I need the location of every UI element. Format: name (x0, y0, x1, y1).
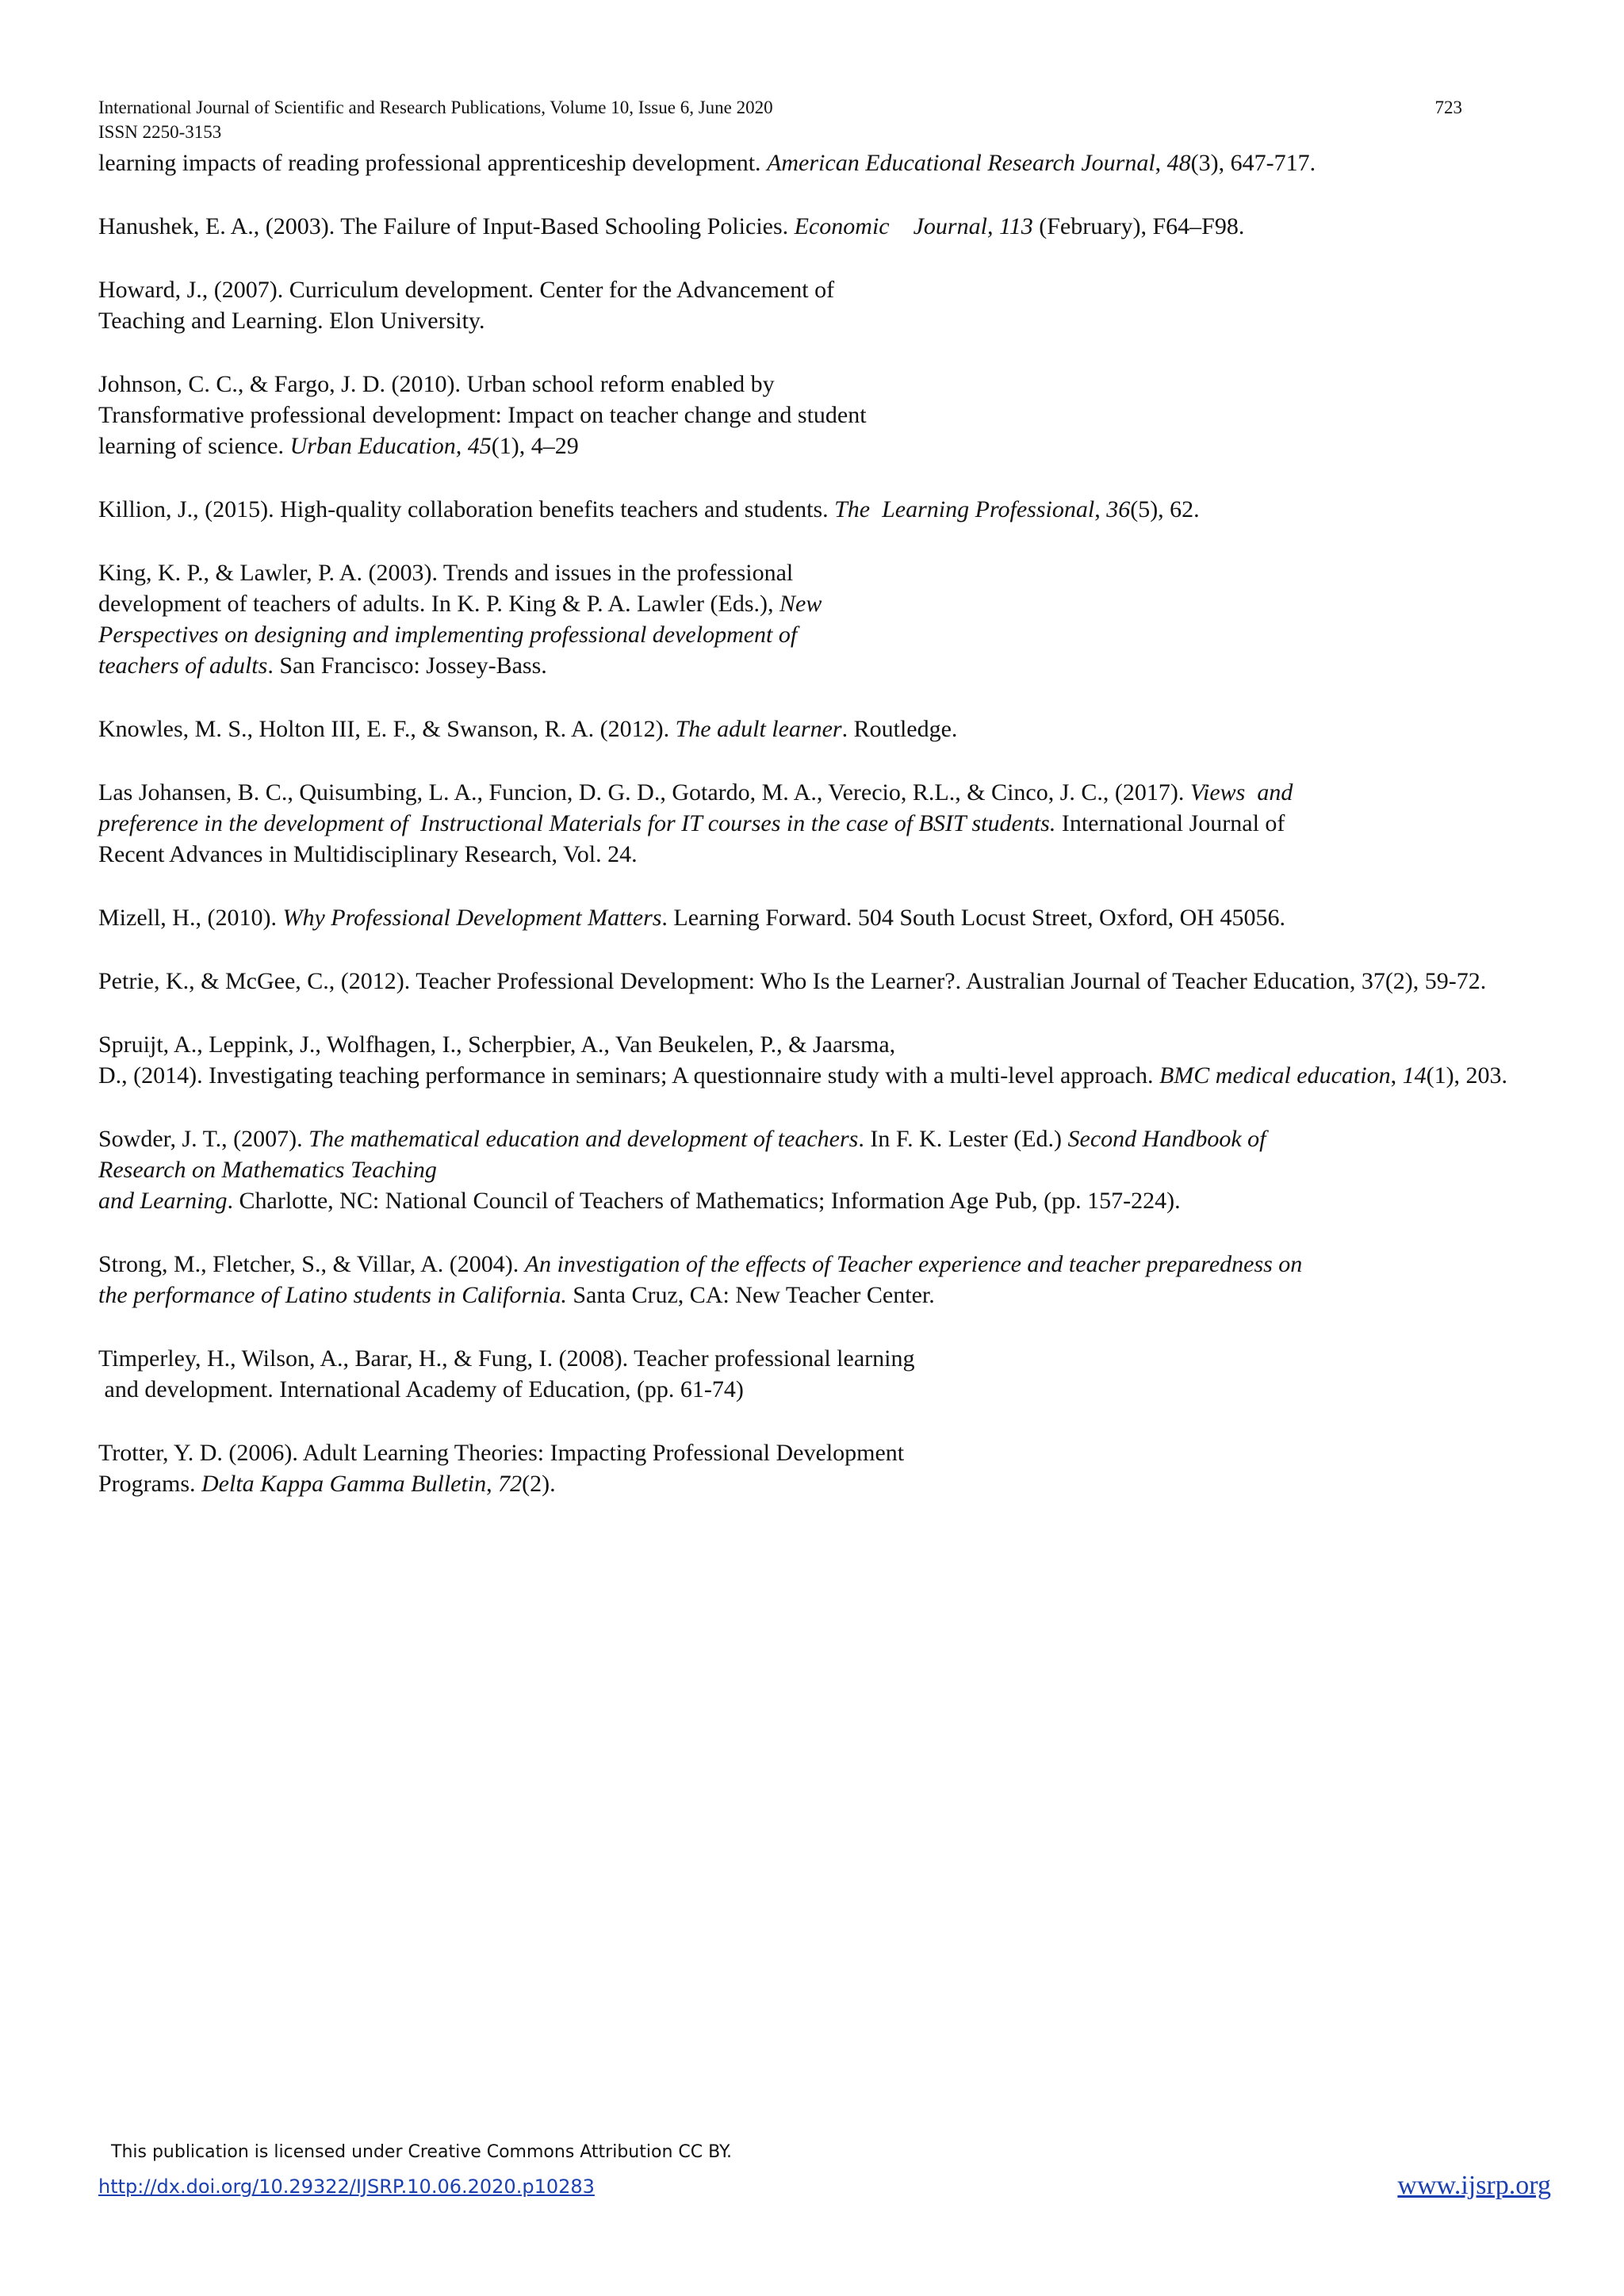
reference-text: (5), 62. (1130, 496, 1200, 522)
doi-link[interactable]: http://dx.doi.org/10.29322/IJSRP.10.06.2020.p10283 (98, 2175, 595, 2198)
reference-entry (98, 966, 1526, 997)
reference-entry (98, 1123, 1526, 1216)
reference-line (98, 557, 1526, 588)
reference-text: (2), 59-72. (1385, 968, 1487, 994)
reference-italic-text: 14 (1402, 1062, 1427, 1089)
reference-text: (3), 647-717. (1190, 150, 1316, 176)
reference-line (98, 1343, 1526, 1374)
reference-italic-text: Australian Journal of Teacher Education (965, 968, 1350, 994)
reference-text: , (1349, 968, 1362, 994)
reference-line (98, 1029, 1526, 1060)
reference-text: Strong, M., Fletcher, S., & Villar, A. (2004). (98, 1251, 525, 1277)
reference-text: Santa Cruz, CA: New Teacher Center. (566, 1282, 935, 1308)
reference-text: Transformative professional development: Impact on teacher change and student (98, 402, 867, 428)
reference-text: (1), 203. (1426, 1062, 1508, 1089)
reference-text: (February), F64–F98. (1032, 213, 1245, 239)
reference-italic-text: Research on Mathematics Teaching (98, 1157, 437, 1183)
reference-italic-text: An investigation of the effects of Teacher experience and teacher preparedness on (524, 1251, 1303, 1277)
reference-text: Sowder, J. T., (2007). (98, 1126, 309, 1152)
reference-entry (98, 557, 1526, 681)
reference-text: Mizell, H., (2010). (98, 905, 283, 931)
reference-text: Las Johansen, B. C., Quisumbing, L. A., Funcion, D. G. D., Gotardo, M. A., Verecio, R.L., & Cinco, J. C., (2017). (98, 779, 1190, 806)
reference-italic-text: Perspectives on designing and implementing professional development of (98, 622, 798, 648)
reference-line (98, 619, 1526, 650)
reference-text: . San Francisco: Jossey-Bass. (267, 652, 547, 679)
reference-line (98, 1374, 1526, 1405)
reference-text: development of teachers of adults. In K. P. King & P. A. Lawler (Eds.), (98, 591, 779, 617)
reference-italic-text: teachers of adults (98, 652, 268, 679)
reference-line (98, 494, 1526, 525)
reference-italic-text: the performance of Latino students in California. (98, 1282, 567, 1308)
reference-entry (98, 274, 1526, 336)
website-link[interactable]: www.ijsrp.org (1397, 2171, 1551, 2200)
reference-line (98, 588, 1526, 619)
reference-entry (98, 902, 1526, 933)
reference-line (98, 1468, 1526, 1499)
reference-line (98, 1060, 1526, 1091)
reference-list (98, 147, 1526, 1532)
reference-text: King, K. P., & Lawler, P. A. (2003). Trends and issues in the professional (98, 560, 794, 586)
reference-entry (98, 777, 1526, 870)
reference-italic-text: Why Professional Development Matters (282, 905, 662, 931)
reference-line (98, 211, 1526, 242)
reference-text: . In F. K. Lester (Ed.) (858, 1126, 1068, 1152)
reference-italic-text: American Educational Research Journal (767, 150, 1155, 176)
reference-entry (98, 211, 1526, 242)
reference-line (98, 147, 1526, 178)
reference-line (98, 369, 1526, 400)
reference-line (98, 1185, 1526, 1216)
reference-text: Johnson, C. C., & Fargo, J. D. (2010). Urban school reform enabled by (98, 371, 775, 397)
reference-line (98, 1123, 1526, 1154)
reference-line (98, 650, 1526, 681)
reference-line (98, 274, 1526, 305)
reference-italic-text: preference in the development of Instructional Materials for IT courses in the case of BSIT students. (98, 810, 1056, 836)
reference-line (98, 1249, 1526, 1280)
reference-italic-text: 37 (1361, 968, 1385, 994)
reference-text: Petrie, K., & McGee, C., (2012). Teacher Professional Development: Who Is the Learner?. (98, 968, 966, 994)
reference-text: learning of science. (98, 433, 290, 459)
reference-text: Killion, J., (2015). High-quality collaboration benefits teachers and students. (98, 496, 835, 522)
reference-italic-text: New (779, 591, 822, 617)
reference-italic-text: 72 (498, 1471, 523, 1497)
reference-italic-text: 48 (1166, 150, 1191, 176)
reference-line (98, 777, 1526, 808)
reference-text: Recent Advances in Multidisciplinary Research, Vol. 24. (98, 841, 638, 867)
reference-text: . Charlotte, NC: National Council of Teachers of Mathematics; Information Age Pub, (pp. 157-224). (227, 1188, 1181, 1214)
reference-text: Teaching and Learning. Elon University. (98, 308, 485, 334)
reference-line (98, 1154, 1526, 1185)
issn: ISSN 2250-3153 (98, 122, 222, 142)
page-number: 723 (1434, 98, 1462, 117)
reference-entry (98, 1029, 1526, 1091)
reference-line (98, 902, 1526, 933)
reference-italic-text: The mathematical education and development of teachers (308, 1126, 859, 1152)
reference-italic-text: The Learning Professional (834, 496, 1095, 522)
reference-entry (98, 494, 1526, 525)
reference-line (98, 808, 1526, 839)
reference-italic-text: BMC medical education (1159, 1062, 1391, 1089)
reference-text: learning impacts of reading professional apprenticeship development. (98, 150, 768, 176)
reference-text: Trotter, Y. D. (2006). Adult Learning Theories: Impacting Professional Development (98, 1440, 905, 1466)
reference-line (98, 305, 1526, 336)
reference-line (98, 839, 1526, 870)
reference-text: International Journal of (1055, 810, 1285, 836)
license-notice: This publication is licensed under Creative Commons Attribution CC BY. (111, 2142, 732, 2162)
reference-italic-text: and Learning (98, 1188, 228, 1214)
reference-text: , (1155, 150, 1167, 176)
reference-line (98, 1437, 1526, 1468)
reference-italic-text: Economic Journal, 113 (794, 213, 1033, 239)
reference-italic-text: Second Handbook of (1067, 1126, 1266, 1152)
reference-text: (1), 4–29 (491, 433, 579, 459)
reference-text: D., (2014). Investigating teaching performance in seminars; A questionnaire study with a multi-level approach. (98, 1062, 1159, 1089)
reference-text: , (1390, 1062, 1403, 1089)
reference-italic-text: 36 (1106, 496, 1131, 522)
journal-title: International Journal of Scientific and Research Publications, Volume 10, Issue 6, June 2020 (98, 98, 773, 117)
reference-entry (98, 147, 1526, 178)
reference-line (98, 714, 1526, 744)
reference-italic-text: The adult learner (675, 716, 842, 742)
reference-text: Howard, J., (2007). Curriculum development. Center for the Advancement of (98, 277, 835, 303)
reference-text: , (1094, 496, 1107, 522)
reference-line (98, 400, 1526, 430)
reference-text: Timperley, H., Wilson, A., Barar, H., & Fung, I. (2008). Teacher professional learning (98, 1345, 915, 1372)
reference-text: . Routledge. (841, 716, 958, 742)
reference-text: and development. International Academy of Education, (pp. 61-74) (98, 1376, 744, 1402)
reference-line (98, 1280, 1526, 1311)
reference-text: (2). (522, 1471, 556, 1497)
reference-text: . Learning Forward. 504 South Locust Street, Oxford, OH 45056. (661, 905, 1285, 931)
reference-text: Spruijt, A., Leppink, J., Wolfhagen, I., Scherpbier, A., Van Beukelen, P., & Jaarsma, (98, 1031, 896, 1058)
reference-entry (98, 1343, 1526, 1405)
reference-italic-text: Views and (1189, 779, 1293, 806)
reference-italic-text: Urban Education, 45 (289, 433, 492, 459)
reference-text: Knowles, M. S., Holton III, E. F., & Swanson, R. A. (2012). (98, 716, 676, 742)
running-header (98, 95, 1462, 144)
reference-text: , (486, 1471, 499, 1497)
reference-line (98, 430, 1526, 461)
reference-entry (98, 714, 1526, 744)
reference-italic-text: Delta Kappa Gamma Bulletin (201, 1471, 487, 1497)
reference-entry (98, 1249, 1526, 1311)
reference-entry (98, 369, 1526, 461)
reference-text: Hanushek, E. A., (2003). The Failure of Input-Based Schooling Policies. (98, 213, 795, 239)
reference-text: Programs. (98, 1471, 201, 1497)
reference-entry (98, 1437, 1526, 1499)
